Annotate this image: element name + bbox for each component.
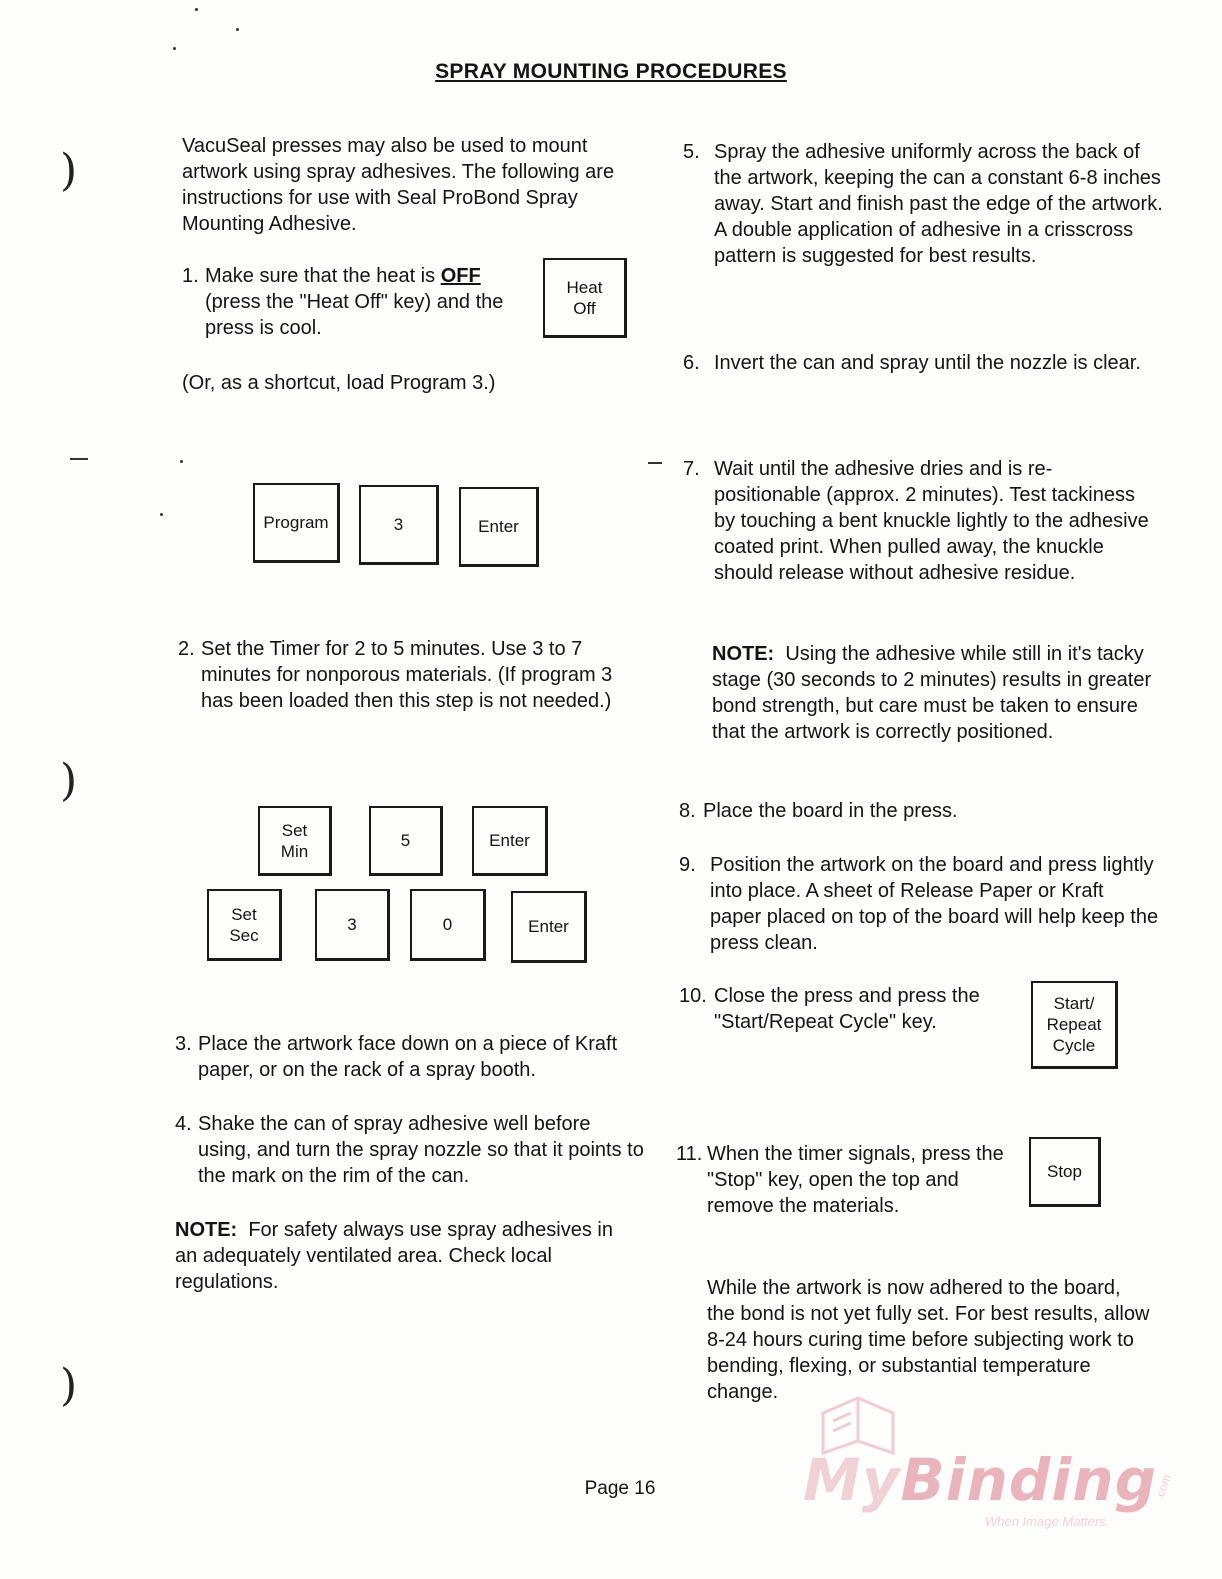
- step-9: [679, 852, 1159, 956]
- step-number: 9.: [679, 854, 696, 876]
- step-number: 1.: [182, 265, 199, 287]
- step-number: 2.: [178, 638, 195, 660]
- step-3: [175, 1031, 645, 1083]
- speck: [160, 513, 163, 516]
- enter-key: Enter: [472, 806, 548, 876]
- step-number: 7.: [683, 458, 700, 480]
- key-3: 3: [359, 485, 439, 565]
- step-5: [683, 139, 1163, 269]
- speck: [195, 8, 198, 11]
- step-4-text: Shake the can of spray adhesive well before using, and turn the spray nozzle so that it points to the mark on the rim of the can.: [198, 1113, 644, 1187]
- safety-note: [175, 1217, 640, 1295]
- step-1-text-pre: Make sure that the heat is: [205, 265, 436, 287]
- set-sec-key: Set Sec: [207, 889, 282, 961]
- step-5-text: Spray the adhesive uniformly across the back of the artwork, keeping the can a constant 6-8 inches away. Start and finish past the edge of the artwork. A double application of adhesive in a crisscross pattern is suggested for best results.: [714, 141, 1163, 267]
- step-number: 6.: [683, 352, 700, 374]
- note-label: NOTE:: [712, 643, 775, 665]
- step-11: [676, 1141, 1006, 1219]
- key-3: 3: [315, 889, 390, 961]
- stop-key: Stop: [1029, 1137, 1101, 1207]
- step-6: [683, 350, 1153, 376]
- scan-mark: [70, 458, 88, 460]
- step-number: 8.: [679, 800, 696, 822]
- note-label: NOTE:: [175, 1219, 238, 1241]
- step-8: [679, 798, 1149, 824]
- key-5: 5: [369, 806, 443, 876]
- note-text: For safety always use spray adhesives in an adequately ventilated area. Check local regulations.: [175, 1219, 613, 1293]
- step-1: [182, 263, 517, 341]
- step-6-text: Invert the can and spray until the nozzle is clear.: [714, 352, 1141, 374]
- step-9-text: Position the artwork on the board and press lightly into place. A sheet of Release Paper or Kraft paper placed on top of the board will help keep the press clean.: [710, 854, 1159, 954]
- enter-key: Enter: [459, 487, 539, 567]
- shortcut-note: (Or, as a shortcut, load Program 3.): [182, 372, 496, 394]
- step-8-text: Place the board in the press.: [703, 800, 958, 822]
- step-2: [178, 636, 648, 714]
- step-number: 4.: [175, 1113, 192, 1135]
- intro-paragraph: VacuSeal presses may also be used to mount artwork using spray adhesives. The following are instructions for use with Seal ProBond Spray Mounting Adhesive.: [182, 135, 615, 235]
- page-title: SPRAY MOUNTING PROCEDURES: [435, 60, 787, 83]
- step-number: 10.: [679, 985, 707, 1007]
- watermark-logo: MyBinding: [803, 1446, 1158, 1514]
- key-0: 0: [410, 889, 486, 961]
- step-number: 3.: [175, 1033, 192, 1055]
- step-7: [683, 456, 1153, 586]
- step-1-text-post: (press the "Heat Off" key) and the press is cool.: [205, 291, 504, 339]
- step-10-text: Close the press and press the "Start/Repeat Cycle" key.: [714, 985, 980, 1033]
- start-repeat-cycle-key: Start/ Repeat Cycle: [1031, 981, 1118, 1069]
- binding-hole-mark: ): [60, 145, 78, 196]
- page-number: Page 16: [584, 1478, 656, 1499]
- scan-mark: [648, 462, 662, 464]
- step-4: [175, 1111, 645, 1189]
- tacky-note: [712, 641, 1157, 745]
- watermark-domain: .com: [1151, 1472, 1175, 1502]
- enter-key: Enter: [511, 891, 587, 963]
- set-min-key: Set Min: [258, 806, 332, 876]
- binding-hole-mark: ): [60, 1360, 78, 1411]
- step-10: [679, 983, 1004, 1035]
- note-text: Using the adhesive while still in it's tacky stage (30 seconds to 2 minutes) results in greater bond strength, but care must be taken to ensure that the artwork is correctly positioned.: [712, 643, 1152, 743]
- off-emphasis: OFF: [440, 265, 481, 287]
- step-3-text: Place the artwork face down on a piece of Kraft paper, or on the rack of a spray booth.: [198, 1033, 618, 1081]
- step-number: 11.: [676, 1143, 703, 1165]
- speck: [236, 28, 239, 31]
- speck: [180, 460, 183, 463]
- heat-off-key: Heat Off: [543, 258, 627, 338]
- step-7-text: Wait until the adhesive dries and is re-positionable (approx. 2 minutes). Test tackiness by touching a bent knuckle lightly to the adhesive coated print. When pulled away, the knuckle should release without adhesive residue.: [714, 458, 1149, 584]
- watermark-tagline: When Image Matters.: [985, 1514, 1110, 1529]
- program-key: Program: [253, 483, 340, 563]
- step-2-text: Set the Timer for 2 to 5 minutes. Use 3 to 7 minutes for nonporous materials. (If program 3 has been loaded then this step is not needed.): [201, 638, 613, 712]
- closing-paragraph: While the artwork is now adhered to the board, the bond is not yet fully set. For best results, allow 8-24 hours curing time before subjecting work to bending, flexing, or substantial temperature change.: [707, 1277, 1150, 1403]
- step-11-text: When the timer signals, press the "Stop" key, open the top and remove the materials.: [707, 1143, 1004, 1217]
- speck: [173, 47, 176, 50]
- step-number: 5.: [683, 141, 700, 163]
- binding-hole-mark: ): [60, 755, 78, 806]
